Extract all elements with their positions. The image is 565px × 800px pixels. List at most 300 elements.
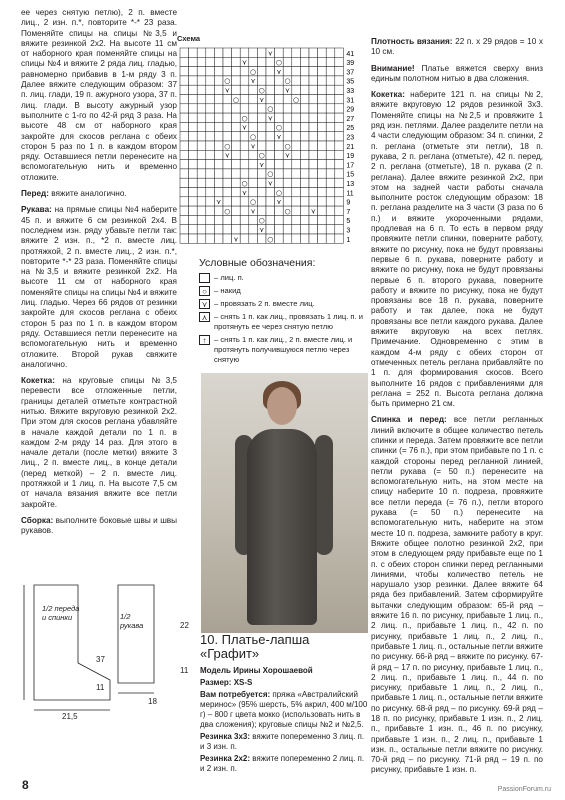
chart-cell bbox=[326, 57, 335, 66]
chart-cell bbox=[240, 225, 249, 234]
chart-cell bbox=[232, 215, 241, 224]
chart-cell bbox=[249, 48, 258, 57]
chart-cell bbox=[249, 160, 258, 169]
chart-cell bbox=[206, 160, 215, 169]
yarn-over-icon: ○ bbox=[284, 77, 291, 86]
chart-cell bbox=[223, 57, 232, 66]
chart-cell bbox=[335, 57, 344, 66]
chart-cell bbox=[214, 150, 223, 159]
chart-cell bbox=[180, 206, 189, 215]
chart-cell bbox=[214, 132, 223, 141]
pattern-front-small: 11 bbox=[96, 683, 105, 692]
chart-cell bbox=[326, 95, 335, 104]
chart-cell bbox=[318, 178, 327, 187]
chart-cell bbox=[197, 57, 206, 66]
decrease-icon: ⋎ bbox=[233, 235, 239, 244]
chart-cell bbox=[283, 104, 292, 113]
decrease-icon: ⋎ bbox=[250, 142, 256, 151]
rib3-label: Резинка 3х3: bbox=[200, 732, 250, 741]
chart-cell bbox=[232, 141, 241, 150]
chart-cell bbox=[335, 85, 344, 94]
chart-cell bbox=[335, 150, 344, 159]
sleeve-outline bbox=[118, 585, 154, 683]
model-title-line1: 10. Платье-лапша bbox=[200, 632, 310, 647]
yarn-over-icon: ○ bbox=[250, 133, 257, 141]
chart-cell bbox=[292, 197, 301, 206]
chart-cell bbox=[214, 160, 223, 169]
chart-cell bbox=[283, 160, 292, 169]
chart-cell bbox=[283, 113, 292, 122]
decrease-icon: ⋎ bbox=[216, 198, 222, 207]
paragraph-label: Кокетка: bbox=[21, 376, 55, 386]
yarn-over-icon: ○ bbox=[275, 123, 282, 132]
paragraph-text: выполните боковые швы и швы рукавов. bbox=[21, 515, 177, 536]
chart-cell bbox=[266, 150, 275, 159]
chart-cell bbox=[240, 104, 249, 113]
chart-cell bbox=[300, 48, 309, 57]
chart-cell bbox=[232, 150, 241, 159]
chart-cell bbox=[326, 113, 335, 122]
chart-cell bbox=[326, 188, 335, 197]
chart-cell bbox=[326, 76, 335, 85]
chart-cell bbox=[223, 225, 232, 234]
chart-cell bbox=[292, 215, 301, 224]
chart-cell bbox=[326, 122, 335, 131]
paragraph-label: Внимание! bbox=[371, 63, 415, 73]
legend-row bbox=[199, 335, 369, 365]
chart-cell bbox=[275, 234, 284, 243]
chart-cell bbox=[240, 76, 249, 85]
yarn-over-icon: ○ bbox=[224, 207, 231, 216]
pattern-sleeve-small: 11 bbox=[180, 666, 189, 675]
chart-cell bbox=[232, 67, 241, 76]
chart-cell bbox=[335, 197, 344, 206]
chart-cell bbox=[214, 206, 223, 215]
chart-cell bbox=[214, 104, 223, 113]
chart-cell bbox=[189, 197, 198, 206]
chart-cell bbox=[189, 57, 198, 66]
chart-cell bbox=[283, 188, 292, 197]
chart-cell bbox=[180, 104, 189, 113]
left-column-paragraph bbox=[21, 205, 177, 370]
chart-cell bbox=[283, 95, 292, 104]
materials-text: пряжа «Австралийский меринос» (95% шерсть, 5% акрил, 400 м/100 г) – 800 г цвета мокко (использовать нить в два сложения); круговые спицы №2 и №2,5. bbox=[200, 690, 368, 729]
size-value: XS-S bbox=[233, 678, 253, 687]
chart-cell bbox=[257, 104, 266, 113]
chart-cell bbox=[266, 188, 275, 197]
chart-cell bbox=[214, 67, 223, 76]
chart-cell bbox=[180, 234, 189, 243]
chart-cell bbox=[283, 48, 292, 57]
chart-row-number: 11 bbox=[346, 190, 354, 198]
chart-cell bbox=[275, 169, 284, 178]
chart-cell bbox=[214, 188, 223, 197]
chart-cell bbox=[275, 113, 284, 122]
chart-cell bbox=[275, 215, 284, 224]
chart-cell bbox=[292, 234, 301, 243]
chart-row-number: 21 bbox=[346, 143, 355, 151]
chart-cell bbox=[214, 178, 223, 187]
chart-cell bbox=[214, 113, 223, 122]
chart-cell bbox=[275, 104, 284, 113]
chart-cell bbox=[180, 113, 189, 122]
chart-cell bbox=[180, 95, 189, 104]
chart-cell bbox=[223, 160, 232, 169]
chart-cell bbox=[300, 76, 309, 85]
chart-cell bbox=[197, 76, 206, 85]
chart-cell bbox=[232, 160, 241, 169]
chart-cell bbox=[292, 48, 301, 57]
chart-cell bbox=[326, 141, 335, 150]
chart-cell bbox=[223, 48, 232, 57]
chart-cell bbox=[335, 132, 344, 141]
chart-cell bbox=[189, 188, 198, 197]
rib2-label: Резинка 2х2: bbox=[200, 754, 250, 763]
chart-cell bbox=[232, 225, 241, 234]
chart-cell bbox=[197, 169, 206, 178]
chart-cell bbox=[266, 225, 275, 234]
chart-cell bbox=[214, 215, 223, 224]
chart-cell bbox=[318, 206, 327, 215]
model-size bbox=[200, 678, 370, 688]
chart-cell bbox=[292, 178, 301, 187]
yarn-over-icon: ○ bbox=[250, 67, 257, 76]
photo-face bbox=[267, 387, 297, 425]
chart-cell bbox=[223, 188, 232, 197]
chart-cell bbox=[326, 197, 335, 206]
decrease-icon: ⋎ bbox=[250, 77, 256, 86]
yarn-over-icon: ○ bbox=[267, 170, 274, 179]
chart-cell bbox=[214, 57, 223, 66]
chart-cell bbox=[206, 85, 215, 94]
chart-cell bbox=[257, 132, 266, 141]
chart-cell bbox=[318, 132, 327, 141]
chart-cell bbox=[266, 141, 275, 150]
chart-cell bbox=[309, 169, 318, 178]
chart-cell bbox=[214, 76, 223, 85]
yarn-over-icon: ○ bbox=[224, 142, 231, 151]
chart-cell bbox=[180, 178, 189, 187]
chart-cell bbox=[318, 160, 327, 169]
decrease-icon: ⋎ bbox=[241, 123, 248, 132]
chart-cell bbox=[180, 67, 189, 76]
chart-cell bbox=[214, 122, 223, 131]
legend bbox=[199, 258, 369, 368]
left-column-paragraph: ее через снятую петлю), 2 п. вместе лиц., 2 изн. п.*, повторите *-* 23 раза. Поменяйте спицы на спицы №3,5 и вяжите резинкой 2х2. На высоте 11 см от наборного края поменяйте спицы на спицы №4 и вяжите 2 ряда лиц. гладью, равномерно прибавив в 1-м ряду 3 п. Далее вяжите следующим образом: 37 п. лиц. глади, 19 п. ажурного узора, 37 п. лиц. глади. В высоту ажурный узор выполните с 1-го по 42-й ряд 3 раза. На высоте 48 см от наборного края закройте для скосов реглана с обеих сторон 5 раз по 1 п. в каждом втором ряду. Оставшиеся петли перенесите на вспомогательную нить и временно отложите. bbox=[21, 8, 177, 182]
chart-cell bbox=[249, 122, 258, 131]
chart-cell bbox=[197, 234, 206, 243]
chart-cell bbox=[335, 178, 344, 187]
chart-cell bbox=[292, 104, 301, 113]
chart-cell bbox=[223, 104, 232, 113]
chart-cell bbox=[292, 141, 301, 150]
chart-row-number: 27 bbox=[346, 115, 355, 123]
chart-cell bbox=[197, 132, 206, 141]
chart-cell bbox=[240, 169, 249, 178]
chart-cell bbox=[257, 48, 266, 57]
paragraph-text: Платье вяжется сверху вниз единым полотном нитью в два сложения. bbox=[371, 63, 543, 83]
chart-cell bbox=[214, 48, 223, 57]
chart-cell bbox=[180, 122, 189, 131]
chart-row-number: 5 bbox=[346, 218, 351, 226]
legend-symbol-icon: ○ bbox=[199, 286, 210, 296]
chart-cell bbox=[232, 178, 241, 187]
chart-cell bbox=[180, 57, 189, 66]
paragraph-label: Перед: bbox=[21, 189, 49, 199]
chart-cell bbox=[292, 122, 301, 131]
chart-cell bbox=[292, 113, 301, 122]
chart-cell bbox=[326, 150, 335, 159]
chart-cell bbox=[335, 95, 344, 104]
yarn-over-icon: ○ bbox=[241, 179, 248, 188]
chart-cell bbox=[275, 141, 284, 150]
chart-cell bbox=[335, 67, 344, 76]
chart-cell bbox=[318, 76, 327, 85]
chart-cell bbox=[206, 113, 215, 122]
chart-cell bbox=[309, 141, 318, 150]
chart-cell bbox=[180, 160, 189, 169]
chart-cell bbox=[318, 113, 327, 122]
chart-cell bbox=[300, 215, 309, 224]
chart-cell bbox=[326, 85, 335, 94]
chart-row-number: 31 bbox=[346, 97, 355, 105]
chart-cell bbox=[292, 188, 301, 197]
decrease-icon: ⋎ bbox=[259, 95, 265, 104]
chart-cell bbox=[223, 215, 232, 224]
chart-cell bbox=[189, 141, 198, 150]
chart-cell bbox=[197, 160, 206, 169]
decrease-icon: ⋎ bbox=[276, 67, 282, 76]
chart-cell bbox=[318, 104, 327, 113]
paragraph-text: на прямые спицы №4 наберите 45 п. и вяжите 6 см резинкой 2х4. В последнем изн. ряду убавьте петли так: вяжите 2 изн. п., *2 п. вместе лиц. протяжкой, 2 п. вместе лиц., 2 изн. п.*, повторите *-* 23 раза. Поменяйте спицы на №3,5 и вяжите резинкой 2х2. На высоте 11 см от наборного края поменяйте спицы на спицы №4 и вяжите лиц. гладью. Через 66 рядов от резинки закройте для скосов реглана с обеих сторон 5 раз по 1 п. в каждом втором ряду. Оставшиеся петли перенесите на вспомогательную нить и временно отложите. Второй рукав свяжите аналогично. bbox=[21, 205, 177, 369]
chart-cell bbox=[214, 225, 223, 234]
chart-cell bbox=[197, 113, 206, 122]
chart-cell bbox=[232, 57, 241, 66]
yarn-over-icon: ○ bbox=[267, 235, 274, 244]
chart-row-number: 25 bbox=[346, 125, 355, 133]
chart-cell bbox=[335, 234, 344, 243]
paragraph-label: Сборка: bbox=[21, 515, 54, 525]
chart-cell bbox=[266, 76, 275, 85]
chart-cell bbox=[197, 48, 206, 57]
decrease-icon: ⋎ bbox=[259, 160, 265, 169]
chart-cell bbox=[240, 197, 249, 206]
chart-cell bbox=[335, 113, 344, 122]
chart-cell bbox=[240, 132, 249, 141]
chart-cell bbox=[232, 188, 241, 197]
chart-cell bbox=[318, 57, 327, 66]
chart-cell bbox=[275, 48, 284, 57]
legend-row bbox=[199, 286, 369, 296]
chart-cell bbox=[189, 76, 198, 85]
chart-cell bbox=[189, 104, 198, 113]
chart-cell bbox=[266, 215, 275, 224]
chart-cell bbox=[206, 48, 215, 57]
decrease-icon: ⋎ bbox=[267, 114, 273, 123]
paragraph-text: 22 п. х 29 рядов = 10 х 10 см. bbox=[371, 37, 543, 57]
model-rib2 bbox=[200, 754, 370, 774]
chart-cell bbox=[266, 57, 275, 66]
legend-title: Условные обозначения: bbox=[199, 257, 316, 269]
chart-cell bbox=[318, 141, 327, 150]
chart-cell bbox=[300, 150, 309, 159]
right-column-paragraph bbox=[371, 90, 543, 409]
chart-cell bbox=[249, 150, 258, 159]
chart-cell bbox=[189, 169, 198, 178]
chart-cell bbox=[180, 215, 189, 224]
chart-cell bbox=[249, 169, 258, 178]
chart-cell bbox=[335, 169, 344, 178]
chart-cell bbox=[318, 169, 327, 178]
chart-cell bbox=[300, 160, 309, 169]
yarn-over-icon: ○ bbox=[284, 207, 291, 216]
chart-cell bbox=[206, 169, 215, 178]
chart-cell bbox=[318, 48, 327, 57]
decrease-icon: ⋎ bbox=[267, 179, 273, 188]
legend-text: – снять 1 п. как лиц., 2 п. вместе лиц. и протянуть получившуюся петлю через снятую bbox=[214, 335, 353, 364]
left-column-paragraph bbox=[21, 376, 177, 510]
chart-cell bbox=[292, 169, 301, 178]
decrease-icon: ⋎ bbox=[276, 198, 282, 207]
chart-cell bbox=[335, 160, 344, 169]
chart-cell bbox=[189, 85, 198, 94]
chart-cell bbox=[249, 178, 258, 187]
chart-row-number: 41 bbox=[346, 50, 355, 58]
legend-row bbox=[199, 299, 369, 309]
chart-cell bbox=[189, 150, 198, 159]
chart-cell bbox=[300, 67, 309, 76]
chart-title: Схема bbox=[177, 34, 201, 43]
chart-cell bbox=[309, 132, 318, 141]
chart-cell bbox=[206, 104, 215, 113]
chart-cell bbox=[197, 104, 206, 113]
chart-cell bbox=[335, 215, 344, 224]
pattern-sleeve-height: 22 bbox=[180, 621, 189, 630]
legend-text: – лиц. п. bbox=[214, 273, 244, 282]
chart-cell bbox=[257, 141, 266, 150]
chart-cell bbox=[206, 95, 215, 104]
chart-cell bbox=[300, 225, 309, 234]
chart-cell bbox=[266, 122, 275, 131]
chart-cell bbox=[283, 122, 292, 131]
decrease-icon: ⋎ bbox=[241, 188, 248, 197]
chart-cell bbox=[283, 225, 292, 234]
chart-cell bbox=[309, 122, 318, 131]
chart-cell bbox=[240, 95, 249, 104]
materials-label: Вам потребуется: bbox=[200, 690, 271, 699]
rib2-text: вяжите попеременно 2 лиц. п. и 2 изн. п. bbox=[200, 754, 365, 773]
chart-cell bbox=[300, 122, 309, 131]
paragraph-text: вяжите аналогично. bbox=[48, 189, 127, 199]
chart-cell bbox=[180, 132, 189, 141]
pattern-sleeve-width: 18 bbox=[148, 697, 157, 706]
chart-cell bbox=[257, 234, 266, 243]
chart-cell bbox=[326, 169, 335, 178]
model-author: Модель Ирины Хорошаевой bbox=[200, 666, 313, 675]
chart-row-number: 7 bbox=[346, 208, 351, 216]
chart-cell bbox=[309, 178, 318, 187]
chart-cell bbox=[249, 215, 258, 224]
chart-cell bbox=[197, 197, 206, 206]
chart-cell bbox=[206, 132, 215, 141]
chart-cell bbox=[257, 188, 266, 197]
chart-row-number: 13 bbox=[346, 181, 355, 188]
chart-cell bbox=[300, 206, 309, 215]
chart-cell bbox=[180, 141, 189, 150]
chart-cell bbox=[326, 234, 335, 243]
chart-row-number: 33 bbox=[346, 88, 355, 95]
chart-cell bbox=[240, 48, 249, 57]
yarn-over-icon: ○ bbox=[258, 216, 265, 225]
chart-cell bbox=[326, 104, 335, 113]
chart-cell bbox=[206, 215, 215, 224]
chart-cell bbox=[326, 48, 335, 57]
model-materials bbox=[200, 690, 370, 730]
chart-cell bbox=[232, 132, 241, 141]
chart-cell bbox=[309, 234, 318, 243]
left-column-paragraph bbox=[21, 189, 177, 199]
page-number: 8 bbox=[22, 778, 29, 792]
chart-cell bbox=[249, 104, 258, 113]
chart-cell bbox=[309, 104, 318, 113]
legend-symbol-icon: ⋏ bbox=[199, 312, 210, 322]
chart-cell bbox=[240, 141, 249, 150]
paragraph-text: наберите 121 п. на спицы №2, вяжите вкруговую 12 рядов резинкой 3х3. Поменяйте спицы на №2,5 и провяжите 1 ряд изн. петлями. Далее разделите петли на 4 части следующим образом: 34 п. спинки, 2 п. реглана (отметьте эти петли), 18 п. рукава, 2 п. реглана (отметьте), 42 п. перед, 2 п. реглана (отметьте), 18 п. рукава (2 п. реглана). Далее вяжите резинкой 2х2, при этом на задней части работы сначала выполните росток следующим образом: 18 п. реглана разделите на 3 части (3 раза по 6 п.) и вяжите укороченными рядами, продлевая на 6 п. То есть в первом ряду провяжите петли спинки, поверните работу, вяжите по рисунку, пока не будут провязаны первые 6 п. рукава, поверните работу и вяжите по рисунку, пока не будут провязаны первые 6 п. второго рукава, поверните работу и вяжите по рисунку, пока не будут провязаны все 18 п. рукава, поверните работу и так далее, пока не будут провязаны все петли каждого рукава. Далее вяжите вкруговую на всех петлях. Примечание. Одновременно с этим в каждом 4-м ряду с обеих сторон от отмеченных петель реглана прибавляйте по 1 п. для формирования скосов. Всего выполните 16 рядов с прибавлениями для реглана = 252 п. Высота реглана должна быть примерно 21 см. bbox=[371, 90, 543, 409]
chart-cell bbox=[206, 206, 215, 215]
chart-row-number: 19 bbox=[346, 153, 355, 161]
paragraph-text: на круговые спицы №3,5 перевести все отложенные петли, границы деталей отметьте контрастной нитью. Вяжите вкруговую резинкой 2х2. При этом для скосов реглана убавляйте в начале каждой детали по 1 п. в каждом 2-м ряду 14 раз. Для этого в начале детали (после метки) вяжите 3 лиц., 2 п. вместе лиц., в конце детали (перед меткой) – 2 п. вместе лиц. протяжкой и 1 лиц. п. На высоте 7,5 см от начала вязания вяжите все петли закройте. bbox=[21, 376, 177, 509]
chart-cell bbox=[189, 178, 198, 187]
chart-cell bbox=[214, 95, 223, 104]
chart-cell bbox=[189, 215, 198, 224]
chart-cell bbox=[180, 85, 189, 94]
chart-cell bbox=[180, 169, 189, 178]
chart-cell bbox=[326, 67, 335, 76]
chart-cell bbox=[326, 132, 335, 141]
model-title-line2: «Графит» bbox=[200, 646, 260, 661]
chart-cell bbox=[309, 197, 318, 206]
chart-cell bbox=[189, 122, 198, 131]
yarn-over-icon: ○ bbox=[250, 198, 257, 207]
chart-cell bbox=[189, 132, 198, 141]
chart-cell bbox=[189, 234, 198, 243]
chart-cell bbox=[223, 234, 232, 243]
chart-cell bbox=[240, 234, 249, 243]
chart-cell bbox=[266, 67, 275, 76]
chart-cell bbox=[300, 85, 309, 94]
chart-cell bbox=[292, 160, 301, 169]
chart-cell bbox=[197, 206, 206, 215]
decrease-icon: ⋎ bbox=[267, 49, 273, 58]
chart-row-number: 15 bbox=[346, 171, 355, 179]
chart-cell bbox=[292, 225, 301, 234]
chart-cell bbox=[309, 95, 318, 104]
chart-cell bbox=[257, 206, 266, 215]
model-info bbox=[200, 666, 370, 776]
chart-cell bbox=[275, 76, 284, 85]
chart-cell bbox=[318, 197, 327, 206]
right-column-paragraph bbox=[371, 415, 543, 775]
chart-cell bbox=[300, 169, 309, 178]
paragraph-label: Плотность вязания: bbox=[371, 37, 453, 46]
chart-cell bbox=[283, 132, 292, 141]
chart-cell bbox=[300, 95, 309, 104]
right-column-paragraph bbox=[371, 64, 543, 85]
chart-row-number: 29 bbox=[346, 106, 355, 114]
decrease-icon: ⋎ bbox=[276, 133, 282, 141]
chart-cell bbox=[206, 178, 215, 187]
model-title bbox=[200, 633, 309, 661]
